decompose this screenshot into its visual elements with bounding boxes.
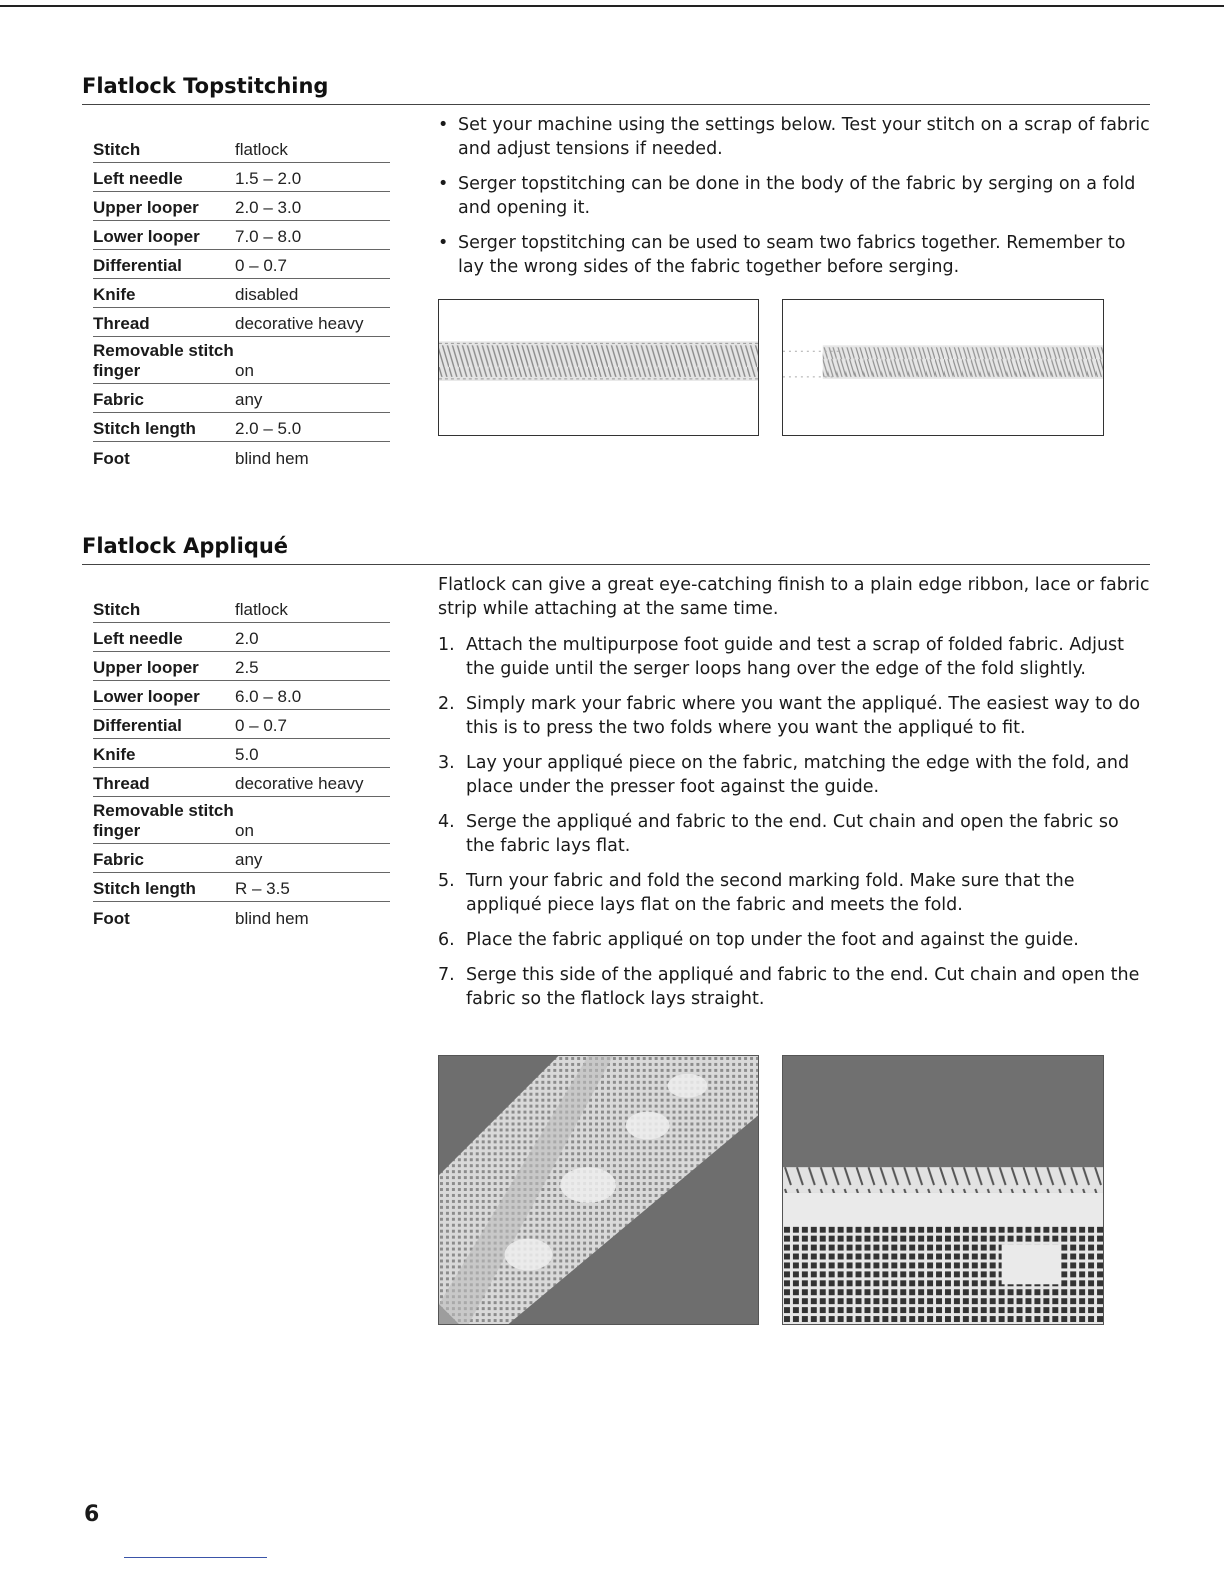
- section-title-flatlock-topstitching: Flatlock Topstitching: [82, 74, 329, 98]
- step-text: Serge this side of the appliqué and fabric to the end. Cut chain and open the fabric so the flatlock lays straight.: [466, 965, 1140, 1009]
- setting-value: 2.5: [235, 658, 259, 677]
- settings-row: [93, 442, 390, 471]
- setting-value: disabled: [235, 285, 299, 304]
- setting-value: 7.0 – 8.0: [235, 227, 302, 246]
- setting-label: Thread: [93, 774, 150, 793]
- step-text: Turn your fabric and fold the second marking fold. Make sure that the appliqué piece lays flat on the fabric and meets the fold.: [466, 871, 1075, 915]
- setting-label: Stitch: [93, 140, 141, 159]
- settings-row: [93, 250, 390, 279]
- setting-label: Knife: [93, 285, 136, 304]
- setting-label: Fabric: [93, 850, 145, 869]
- setting-label: Removable stitch finger: [93, 341, 234, 380]
- setting-label: Stitch length: [93, 879, 196, 898]
- setting-label: Differential: [93, 256, 182, 275]
- setting-label: Lower looper: [93, 227, 200, 246]
- settings-row: [93, 192, 390, 221]
- settings-row: [93, 739, 390, 768]
- applique-lace-photo-left: [438, 1055, 759, 1325]
- settings-row: [93, 873, 390, 902]
- setting-label: Thread: [93, 314, 150, 333]
- settings-row: [93, 594, 390, 623]
- page-number: 6: [84, 1502, 100, 1527]
- setting-label: Upper looper: [93, 658, 199, 677]
- settings-row: [93, 221, 390, 250]
- step-item: [438, 633, 1150, 681]
- step-text: Serge the appliqué and fabric to the end. Cut chain and open the fabric so the fabric lays flat.: [466, 812, 1119, 856]
- setting-value: blind hem: [235, 909, 309, 928]
- settings-row: [93, 797, 390, 844]
- top-border-line: [0, 5, 1224, 7]
- step-text: Place the fabric appliqué on top under the foot and against the guide.: [466, 930, 1079, 950]
- bullet-item: • Serger topstitching can be done in the body of the fabric by serging on a fold and opening it.: [438, 172, 1150, 220]
- settings-row: [93, 652, 390, 681]
- setting-value: 2.0: [235, 629, 259, 648]
- setting-label: Foot: [93, 909, 130, 928]
- step-text: Lay your appliqué piece on the fabric, matching the edge with the fold, and place under the presser foot against the guide.: [466, 753, 1130, 797]
- setting-value: on: [235, 821, 254, 840]
- applique-steps-list: [438, 633, 1150, 1022]
- lace-illustration: [439, 1056, 758, 1324]
- settings-row: [93, 902, 390, 931]
- step-item: [438, 963, 1150, 1011]
- setting-label: Upper looper: [93, 198, 199, 217]
- setting-value: 2.0 – 3.0: [235, 198, 302, 217]
- setting-label: Foot: [93, 449, 130, 468]
- topstitch-sample-photo-right: [782, 299, 1104, 436]
- step-item: [438, 751, 1150, 799]
- setting-value: any: [235, 850, 263, 869]
- settings-row: [93, 163, 390, 192]
- setting-value: 0 – 0.7: [235, 256, 287, 275]
- bullet-item: • Serger topstitching can be used to seam two fabrics together. Remember to lay the wrong sides of the fabric together before serging.: [438, 231, 1150, 279]
- settings-row: [93, 768, 390, 797]
- stitch-illustration: [783, 300, 1103, 435]
- setting-label: Differential: [93, 716, 182, 735]
- setting-value: any: [235, 390, 263, 409]
- settings-row: [93, 623, 390, 652]
- setting-label: Stitch: [93, 600, 141, 619]
- settings-row: [93, 384, 390, 413]
- setting-value: 2.0 – 5.0: [235, 419, 302, 438]
- settings-table-topstitching: [93, 134, 390, 471]
- setting-label: Fabric: [93, 390, 145, 409]
- step-number: 7.: [438, 965, 455, 985]
- step-item: [438, 810, 1150, 858]
- setting-value: flatlock: [235, 600, 288, 619]
- settings-row: [93, 844, 390, 873]
- applique-intro-text: Flatlock can give a great eye-catching finish to a plain edge ribbon, lace or fabric strip while attaching at the same time.: [438, 575, 1150, 619]
- setting-value: 5.0: [235, 745, 259, 764]
- step-number: 5.: [438, 871, 455, 891]
- footer-line: [124, 1557, 267, 1558]
- settings-row: [93, 681, 390, 710]
- setting-label: Left needle: [93, 169, 183, 188]
- topstitching-bullet-list: [438, 113, 1150, 290]
- lace-illustration: [783, 1056, 1103, 1324]
- setting-value: on: [235, 361, 254, 380]
- setting-value: 6.0 – 8.0: [235, 687, 302, 706]
- settings-table-applique: [93, 594, 390, 931]
- setting-label: Stitch length: [93, 419, 196, 438]
- setting-value: blind hem: [235, 449, 309, 468]
- bullet-item: • Set your machine using the settings below. Test your stitch on a scrap of fabric and adjust tensions if needed.: [438, 113, 1150, 161]
- settings-row: [93, 337, 390, 384]
- section-divider: [82, 104, 1150, 105]
- stitch-illustration: [439, 300, 758, 435]
- setting-value: decorative heavy: [235, 314, 364, 333]
- topstitch-sample-photo-left: [438, 299, 759, 436]
- setting-label: Removable stitch finger: [93, 801, 234, 840]
- setting-label: Knife: [93, 745, 136, 764]
- applique-lace-photo-right: [782, 1055, 1104, 1325]
- section-divider: [82, 564, 1150, 565]
- settings-row: [93, 279, 390, 308]
- setting-value: decorative heavy: [235, 774, 364, 793]
- step-number: 1.: [438, 635, 455, 655]
- section-title-flatlock-applique: Flatlock Appliqué: [82, 534, 289, 558]
- setting-value: 0 – 0.7: [235, 716, 287, 735]
- step-item: [438, 928, 1150, 952]
- step-number: 2.: [438, 694, 455, 714]
- setting-label: Lower looper: [93, 687, 200, 706]
- step-number: 6.: [438, 930, 455, 950]
- setting-value: 1.5 – 2.0: [235, 169, 302, 188]
- setting-value: flatlock: [235, 140, 288, 159]
- step-number: 4.: [438, 812, 455, 832]
- settings-row: [93, 413, 390, 442]
- settings-row: [93, 308, 390, 337]
- step-item: [438, 869, 1150, 917]
- step-number: 3.: [438, 753, 455, 773]
- settings-row: [93, 710, 390, 739]
- step-item: [438, 692, 1150, 740]
- step-text: Attach the multipurpose foot guide and test a scrap of folded fabric. Adjust the guide until the serger loops hang over the edge of the fold slightly.: [466, 635, 1125, 679]
- setting-label: Left needle: [93, 629, 183, 648]
- settings-row: [93, 134, 390, 163]
- step-text: Simply mark your fabric where you want the appliqué. The easiest way to do this is to press the two folds where you want the appliqué to fit.: [466, 694, 1141, 738]
- setting-value: R – 3.5: [235, 879, 290, 898]
